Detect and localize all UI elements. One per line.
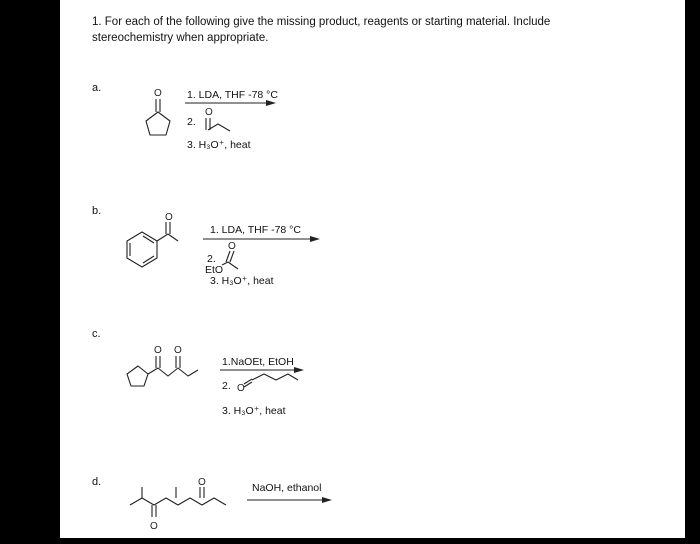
- part-b-step3: 3. H₃O⁺, heat: [210, 275, 274, 287]
- part-b-reaction-arrow: [203, 236, 320, 242]
- part-b-phenylacetone: [127, 212, 178, 267]
- question-line-2: stereochemistry when appropriate.: [92, 32, 269, 44]
- part-b-ethyl-acetate: [222, 241, 238, 269]
- part-d-reaction-arrow: [247, 497, 332, 503]
- part-c-vinyl-ketone: [237, 374, 298, 394]
- part-b-ketone-oxygen: O: [165, 212, 173, 223]
- part-a-propanal: [205, 107, 230, 131]
- part-d-ketone-oxygen-1: O: [150, 521, 158, 532]
- part-a-step1: 1. LDA, THF -78 °C: [187, 89, 278, 101]
- part-a-aldehyde-oxygen: O: [205, 107, 213, 118]
- part-b-step1: 1. LDA, THF -78 °C: [210, 224, 301, 236]
- part-b-ester-oxygen: O: [228, 241, 236, 252]
- part-c-step1: 1.NaOEt, EtOH: [222, 356, 294, 368]
- part-a-step3: 3. H₃O⁺, heat: [187, 139, 251, 151]
- part-c-reaction-arrow: [220, 367, 304, 373]
- part-c-enone-oxygen: O: [237, 383, 245, 394]
- part-b-ethoxy-label: EtO: [205, 264, 224, 276]
- part-a-cyclopentanone: [146, 88, 170, 135]
- part-b-label: b.: [92, 205, 102, 217]
- part-c-step2-number: 2.: [222, 380, 231, 392]
- part-d-diketone: [130, 477, 226, 532]
- part-d-label: d.: [92, 476, 102, 488]
- part-c-ketone-oxygen-2: O: [174, 345, 182, 356]
- question-line-1: 1. For each of the following give the missing product, reagents or starting material. Include: [92, 16, 551, 28]
- part-d-step1: NaOH, ethanol: [252, 482, 322, 494]
- part-c-step3: 3. H₃O⁺, heat: [222, 405, 286, 417]
- part-c-starting-material: [127, 345, 198, 386]
- part-a-step2-number: 2.: [187, 116, 196, 128]
- part-b-step2-number: 2.: [207, 253, 216, 265]
- part-a-label: a.: [92, 82, 102, 94]
- part-a-reaction-arrow: [185, 100, 276, 106]
- part-a-ketone-oxygen: O: [154, 88, 162, 99]
- part-c-label: c.: [92, 328, 101, 340]
- part-d-ketone-oxygen-2: O: [198, 477, 206, 488]
- part-c-ketone-oxygen-1: O: [154, 345, 162, 356]
